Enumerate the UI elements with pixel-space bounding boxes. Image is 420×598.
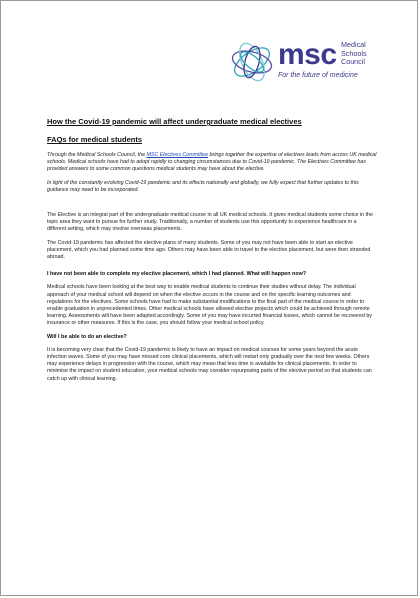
- faq-answer: Medical schools have been looking at the best way to enable medical students to continue their studies without delay. The individual approach of your medical school will depend on when the elective occurs in the course and on the specific learning outcomes and regulations for the electives. Some schools have had to make substantial modifications to the final part of the medical course in order to enable graduation in unprecedented times. Other medical schools have allowed elective projects which could be achieved through remote learning. Assessments will have been adapted accordingly. Some of you may have incurred financial losses, which cannot be recovered by insurance or other measures. If this is the case, you should follow your medical school policy.: [47, 284, 372, 327]
- logo-subtext: [341, 41, 367, 67]
- faq-question: I have not been able to complete my elective placement, which I had planned. What will happen now?: [47, 271, 307, 278]
- electives-committee-link[interactable]: MSC Electives Committee: [146, 152, 209, 158]
- intro-paragraph-2: In light of the constantly evolving Covid-19 pandemic and its effects nationally and globally, we fully expect that further updates to this guidance may need to be incorporated.: [47, 179, 359, 193]
- logo-subtext-line: Medical: [341, 40, 366, 49]
- intro-text: Through the Medical Schools Council, the: [47, 152, 147, 158]
- document-subtitle: FAQs for medical students: [47, 135, 143, 144]
- intro-paragraph: [47, 152, 377, 174]
- msc-logo-mark-icon: [229, 39, 275, 85]
- document-body: [47, 117, 377, 389]
- logo-subtext-line: Schools: [341, 48, 367, 58]
- body-paragraph: The Elective is an integral part of the undergraduate medical course in all UK medical schools. It gives medical students some choice in the topic area they want to pursue for further study. Traditionally, a number of students use this opportunity to experience healthcare in a different setting, which may involve overseas placements.: [47, 212, 373, 233]
- logo-tagline: For the future of medicine: [278, 72, 358, 79]
- faq-answer: It is becoming very clear that the Covid-19 pandemic is likely to have an impact on medical courses for some years beyond the acute infection waves. Some of you may have missed core clinical placements, which will restart only gradually over the next few weeks. Others may experience delays in progression with the course, which may mean that less time is available for clinical placements. In order to minimise the impact on student education, your medical schools may consider repurposing parts of the elective period so that students can catch up with clinical learning.: [47, 346, 372, 382]
- intro-text: brings together the expertise of electives leads from across UK medical schools. Medical schools have had to adopt rapidly to changing circumstances due to Covid-19 pandemic. The Electives Committee has provided answers to some common questions medical students may have about the elective.: [47, 152, 377, 173]
- document-title: How the Covid-19 pandemic will affect undergraduate medical electives: [47, 117, 302, 126]
- body-paragraph: The Covid-19 pandemic has affected the elective plans of many students. Some of you may not have been able to start an elective placement, which you had planned some time ago. Others may have been able to travel to the elective placement, but were then stranded abroad.: [47, 239, 371, 261]
- faq-question: Will I be able to do an elective?: [47, 333, 127, 340]
- msc-logo: [229, 39, 409, 87]
- logo-subtext-line: Council: [341, 57, 365, 66]
- logo-wordmark: msc: [278, 38, 337, 71]
